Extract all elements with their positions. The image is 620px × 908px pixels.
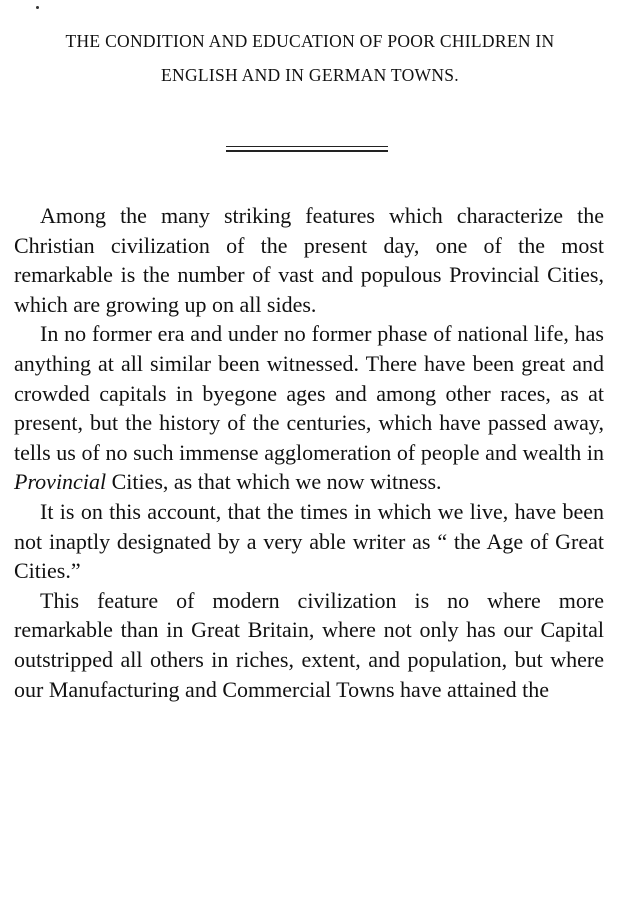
emphasis-provincial: Provincial	[14, 469, 107, 495]
ink-speck	[36, 6, 39, 9]
chapter-title-line-2: ENGLISH AND IN GERMAN TOWNS.	[161, 65, 459, 85]
paragraph-2	[14, 319, 604, 497]
body-text	[14, 201, 604, 704]
title-divider-thin	[226, 146, 388, 147]
paragraph-4: This feature of modern civilization is no where more remarkable than in Great Britain, where not only has our Capital outstripped all others in riches, extent, and population, but where our Manufacturing and Commercial Towns have attained the	[14, 587, 604, 702]
paragraph-3: It is on this account, that the times in which we live, have been not inaptly designated by a very able writer as “ the Age of Great Cities.”	[14, 498, 604, 584]
paragraph-2-text: In no former era and under no former phase of national life, has anything at all similar been witnessed. There have been great and crowded capitals in byegone ages and among other races, as at present, but the history of the centuries, which have passed away, tells us of no such immense agglomeration of people and wealth in	[14, 321, 604, 465]
title-divider-thick	[226, 150, 388, 152]
paragraph-1: Among the many striking features which characterize the Christian civilization of the present day, one of the most remarkable is the number of vast and populous Provincial Cities, which are growing up on all sides.	[14, 203, 604, 317]
chapter-title-line-1: THE CONDITION AND EDUCATION OF POOR CHILDREN IN	[65, 31, 555, 51]
chapter-title	[0, 24, 620, 92]
paragraph-2-text-end: Cities, as that which we now witness.	[106, 469, 442, 495]
